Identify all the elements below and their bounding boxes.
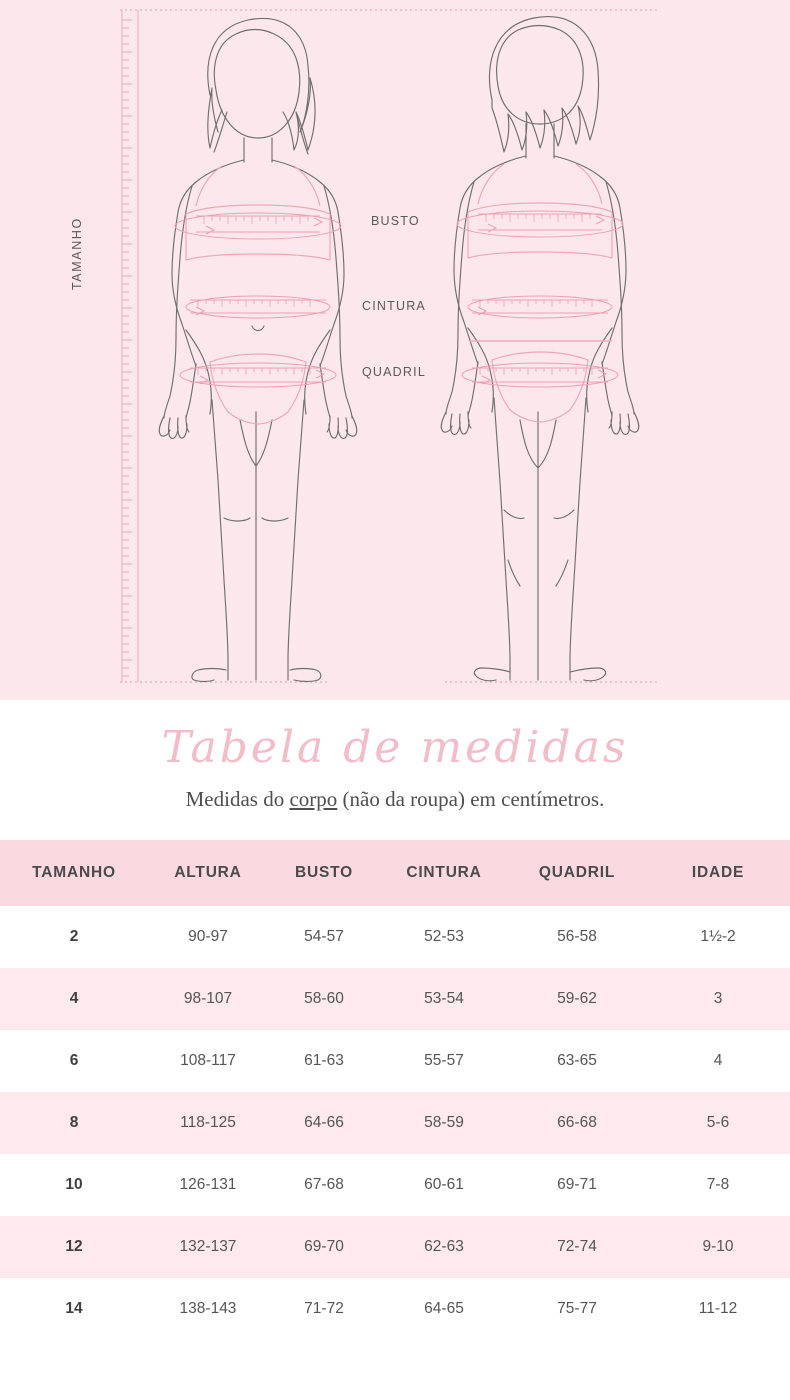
cell-idade: 7-8 bbox=[646, 1154, 790, 1216]
height-axis-label: TAMANHO bbox=[70, 217, 84, 290]
cell-busto: 71-72 bbox=[268, 1278, 380, 1340]
cell-quadril: 56-58 bbox=[508, 906, 646, 968]
cell-quadril: 75-77 bbox=[508, 1278, 646, 1340]
hip-measure-tape bbox=[180, 363, 336, 387]
table-row bbox=[0, 1216, 790, 1278]
table-row bbox=[0, 906, 790, 968]
cell-busto: 64-66 bbox=[268, 1092, 380, 1154]
cell-altura: 118-125 bbox=[148, 1092, 268, 1154]
table-row bbox=[0, 968, 790, 1030]
cell-idade: 5-6 bbox=[646, 1092, 790, 1154]
cell-cintura: 53-54 bbox=[380, 968, 508, 1030]
subtitle-emphasis: corpo bbox=[289, 787, 338, 812]
waist-label: CINTURA bbox=[362, 299, 426, 313]
cell-altura: 98-107 bbox=[148, 968, 268, 1030]
cell-tamanho: 2 bbox=[0, 906, 148, 968]
subtitle-part-after: (não da roupa) em centímetros. bbox=[337, 787, 605, 812]
back-waist-measure-tape bbox=[468, 296, 612, 318]
size-measurements-table bbox=[0, 840, 790, 1340]
hip-label: QUADRIL bbox=[362, 365, 426, 379]
cell-idade: 4 bbox=[646, 1030, 790, 1092]
cell-busto: 67-68 bbox=[268, 1154, 380, 1216]
cell-quadril: 72-74 bbox=[508, 1216, 646, 1278]
subtitle-part-before: Medidas do bbox=[185, 787, 290, 812]
cell-tamanho: 14 bbox=[0, 1278, 148, 1340]
back-bust-measure-tape bbox=[457, 211, 623, 237]
back-body-figure bbox=[441, 17, 639, 681]
column-header-idade: IDADE bbox=[646, 840, 790, 906]
cell-tamanho: 12 bbox=[0, 1216, 148, 1278]
cell-busto: 54-57 bbox=[268, 906, 380, 968]
cell-altura: 108-117 bbox=[148, 1030, 268, 1092]
cell-quadril: 69-71 bbox=[508, 1154, 646, 1216]
cell-tamanho: 10 bbox=[0, 1154, 148, 1216]
height-ruler-icon bbox=[122, 10, 138, 682]
table-row bbox=[0, 1278, 790, 1340]
cell-idade: 11-12 bbox=[646, 1278, 790, 1340]
cell-cintura: 64-65 bbox=[380, 1278, 508, 1340]
cell-altura: 132-137 bbox=[148, 1216, 268, 1278]
heading-block bbox=[0, 700, 790, 814]
front-body-figure bbox=[159, 18, 357, 681]
table-header-row bbox=[0, 840, 790, 906]
cell-altura: 90-97 bbox=[148, 906, 268, 968]
back-hip-measure-tape bbox=[462, 363, 618, 387]
table-row bbox=[0, 1154, 790, 1216]
cell-quadril: 66-68 bbox=[508, 1092, 646, 1154]
cell-tamanho: 8 bbox=[0, 1092, 148, 1154]
cell-busto: 69-70 bbox=[268, 1216, 380, 1278]
column-header-tamanho: TAMANHO bbox=[0, 840, 148, 906]
cell-altura: 126-131 bbox=[148, 1154, 268, 1216]
cell-altura: 138-143 bbox=[148, 1278, 268, 1340]
cell-quadril: 63-65 bbox=[508, 1030, 646, 1092]
front-underwear bbox=[186, 166, 330, 424]
cell-busto: 61-63 bbox=[268, 1030, 380, 1092]
back-underwear bbox=[468, 164, 612, 422]
cell-cintura: 58-59 bbox=[380, 1092, 508, 1154]
column-header-altura: ALTURA bbox=[148, 840, 268, 906]
cell-idade: 1½-2 bbox=[646, 906, 790, 968]
column-header-cintura: CINTURA bbox=[380, 840, 508, 906]
cell-cintura: 62-63 bbox=[380, 1216, 508, 1278]
column-header-quadril: QUADRIL bbox=[508, 840, 646, 906]
cell-cintura: 60-61 bbox=[380, 1154, 508, 1216]
cell-tamanho: 4 bbox=[0, 968, 148, 1030]
table-row bbox=[0, 1030, 790, 1092]
cell-cintura: 55-57 bbox=[380, 1030, 508, 1092]
column-header-busto: BUSTO bbox=[268, 840, 380, 906]
bust-label: BUSTO bbox=[371, 214, 420, 228]
page-subtitle bbox=[0, 786, 790, 813]
cell-idade: 9-10 bbox=[646, 1216, 790, 1278]
cell-busto: 58-60 bbox=[268, 968, 380, 1030]
cell-idade: 3 bbox=[646, 968, 790, 1030]
cell-quadril: 59-62 bbox=[508, 968, 646, 1030]
cell-tamanho: 6 bbox=[0, 1030, 148, 1092]
table-row bbox=[0, 1092, 790, 1154]
waist-measure-tape bbox=[186, 296, 330, 318]
bust-measure-tape bbox=[175, 213, 341, 239]
page-title: Tabela de medidas bbox=[161, 722, 629, 773]
cell-cintura: 52-53 bbox=[380, 906, 508, 968]
